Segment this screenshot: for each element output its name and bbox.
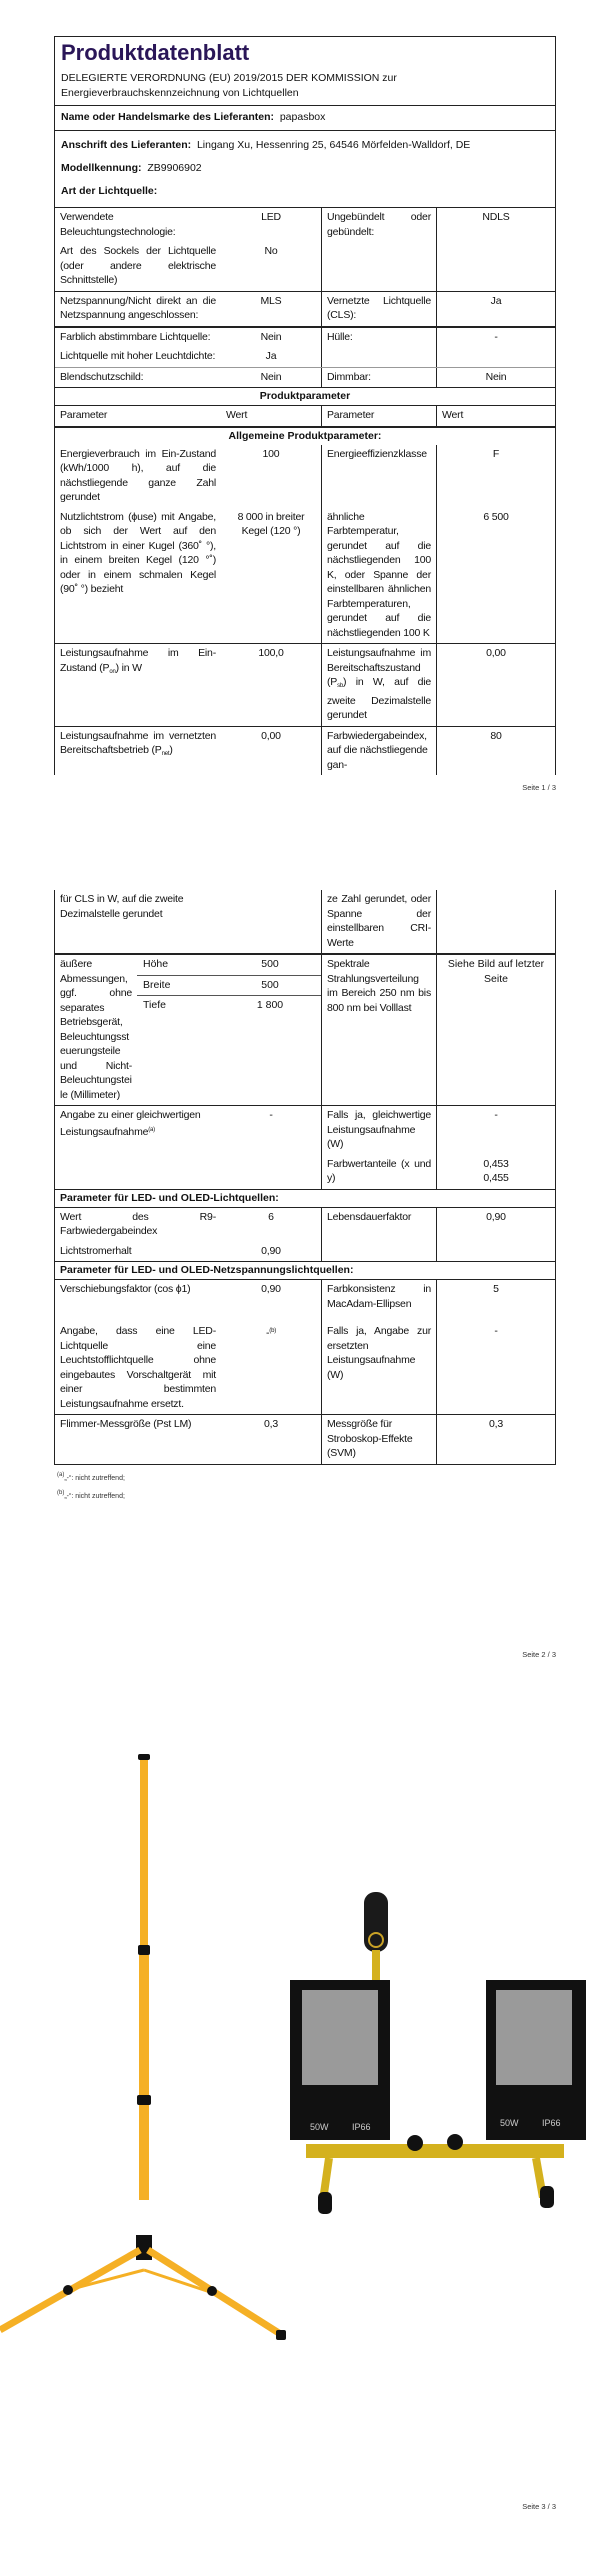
supplier-details (55, 131, 555, 208)
section-title: Parameter für LED- und OLED-Lichtquellen: (55, 1190, 555, 1208)
table-row (55, 328, 555, 368)
table-row (55, 1415, 555, 1465)
column-header: Wert (221, 406, 322, 426)
text: ) in W, auf die zweite Dezimalstelle gerundet (327, 676, 431, 721)
value: papasbox (279, 111, 326, 123)
pnet-value: 0,00 (221, 727, 322, 776)
svm-value: 0,3 (489, 1418, 503, 1430)
life-label: Lebensdauerfaktor (322, 1208, 437, 1242)
lm-label: Lichtstromerhalt (60, 1244, 132, 1257)
text: Leistungsaufnahme im Ein-Zustand (P (60, 647, 216, 674)
column-header: Wert (442, 409, 464, 421)
supplier-name (55, 106, 555, 131)
empty-cell (437, 1242, 555, 1262)
model-id (61, 157, 549, 180)
energy-label: Energieverbrauch im Ein-Zustand (kWh/1000 h), auf die nächstliegende ganze Zahl gerundet (60, 447, 216, 503)
dim-depth-label: Tiefe (143, 999, 166, 1011)
page-2 (0, 890, 603, 1501)
r9-value: 6 (221, 1208, 322, 1242)
flux-value: 8 000 in breiter Kegel (120 °) (221, 508, 322, 644)
dim-height-label: Höhe (143, 958, 169, 970)
tripod-stand (0, 1754, 286, 2340)
table-row (55, 1280, 555, 1415)
tunable-label: Farblich abstimmbare Lichtquelle: (60, 330, 211, 343)
dim-row (137, 996, 321, 1016)
subscript: net (161, 751, 170, 757)
cri-label: Farbwiedergabeindex, auf die nächstliegende gan- (322, 727, 437, 776)
empty-cell (437, 242, 555, 291)
socket-value: No (221, 242, 322, 291)
svm-label: Messgröße für Stroboskop-Effekte (SVM) (322, 1415, 437, 1464)
empty-cell (322, 242, 437, 291)
dimmable-value: Nein (485, 370, 507, 383)
table-row (55, 890, 555, 955)
dim-width-label: Breite (143, 978, 171, 991)
cct-label: ähnliche Farbtemperatur, gerundet auf die nächstliegenden 100 K, oder Spanne der einstellbaren ähnlichen Farbtemperaturen, gerundet auf die nächstliegenden 100 K (322, 508, 437, 644)
footnote-mark: (b) (57, 1489, 65, 1496)
page1-frame (54, 36, 556, 775)
label: Name oder Handelsmarke des Lieferanten: (61, 111, 274, 123)
empty-cell (322, 347, 437, 367)
tech-value: LED (221, 208, 322, 242)
page-number: Seite 1 / 3 (522, 783, 556, 792)
spd-label: Spektrale Strahlungsverteilung im Bereich 250 nm bis 800 nm bei Volllast (322, 955, 437, 1105)
cos-value: 0,90 (221, 1280, 322, 1314)
lm-value: 0,90 (221, 1242, 322, 1262)
page-title: Produktdatenblatt (61, 40, 250, 65)
page-1 (0, 0, 603, 890)
value: Lingang Xu, Hessenring 25, 64546 Mörfelden-Walldorf, DE (196, 139, 471, 151)
cri-label-continued: ze Zahl gerundet, oder Spanne der einstellbaren CRI-Werte (322, 890, 437, 953)
chroma-y: 0,455 (483, 1172, 509, 1184)
lightsource-type-label: Art der Lichtquelle: (61, 185, 158, 197)
flicker-label: Flimmer-Messgröße (Pst LM) (60, 1418, 192, 1430)
highlum-value: Ja (221, 347, 322, 367)
dimensions-table (137, 955, 321, 1105)
antiglare-label: Blendschutzschild: (60, 370, 144, 383)
replace-label: Angabe, dass eine LED-Lichtquelle eine Leuchtstofflichtquelle ohne eingebautes Vorschaltgerät mit einer bestimmten Leistungsaufnahme ersetzt. (60, 1325, 216, 1410)
dimensions-label: äußere Abmessungen, ggf. ohne separates Betriebsgerät, Beleuchtungssteuerungsteile und Nicht-Beleuchtungsteile (Millimeter) (60, 958, 132, 1101)
highlum-label: Lichtquelle mit hoher Leuchtdichte: (60, 350, 216, 362)
text: Leistungsaufnahme im vernetzten Bereitschaftsbetrieb (P (60, 729, 216, 756)
footnote-mark: (b) (269, 1328, 277, 1334)
pnet-label-continued: für CLS in W, auf die zweite Dezimalstelle gerundet (60, 893, 184, 920)
footnote (57, 1471, 603, 1483)
table-row (55, 445, 555, 645)
chroma-value (437, 1155, 555, 1189)
text: Leistungsaufnahme im Bereitschaftszustand (P (327, 647, 431, 688)
class-label: Energieeffizienzklasse (322, 445, 437, 508)
document-header (55, 37, 555, 106)
psb-value: 0,00 (486, 647, 506, 659)
regulation-line: DELEGIERTE VERORDNUNG (EU) 2019/2015 DER KOMMISSION zur (61, 72, 397, 84)
dim-row (137, 955, 321, 976)
text: Angabe zu einer gleichwertigen Leistungsaufnahme (60, 1109, 201, 1138)
panel-label: 50W (310, 2122, 329, 2132)
flux-label: Nutzlichtstrom (ϕuse) mit Angabe, ob sich der Wert auf den Lichtstrom in einer Kugel (360˚ °), in einem breiten Kegel (120 °˚) oder in einem schmalen Kegel (90˚ °) bezieht (60, 510, 216, 595)
table-header-row (55, 406, 555, 428)
cri-value: 80 (490, 729, 502, 742)
replace-w-value: - (494, 1325, 498, 1337)
mains-value: MLS (221, 292, 322, 326)
subscript: on (109, 668, 116, 675)
class-value: F (492, 447, 500, 460)
empty-cell (55, 1155, 221, 1189)
antiglare-value: Nein (221, 368, 322, 388)
page-number: Seite 2 / 3 (522, 1650, 556, 1659)
directional-value: NDLS (482, 211, 510, 223)
empty-cell (437, 347, 555, 367)
directional-label: Ungebündelt oder gebündelt: (322, 208, 437, 242)
psb-label (322, 644, 437, 726)
section-title: Allgemeine Produktparameter: (228, 429, 382, 442)
product-image (0, 1740, 603, 2360)
empty-cell (437, 890, 555, 953)
label: Anschrift des Lieferanten: (61, 139, 192, 151)
subscript: sb (337, 683, 344, 689)
table-row (55, 292, 555, 328)
section-title: Produktparameter (55, 388, 555, 406)
energy-value: 100 (221, 445, 322, 508)
floodlight-stand (290, 1892, 586, 2214)
socket-label: Art des Sockels der Lichtquelle (oder andere elektrische Schnittstelle) (60, 245, 216, 286)
panel-label: IP66 (542, 2118, 561, 2128)
table-row (55, 644, 555, 727)
cls-label: Vernetzte Lichtquelle (CLS): (322, 292, 437, 326)
macadam-label: Farbkonsistenz in MacAdam-Ellipsen (322, 1280, 437, 1314)
panel-label: 50W (500, 2118, 519, 2128)
empty-cell (221, 890, 322, 953)
pon-value: 100,0 (221, 644, 322, 726)
value: - (265, 1327, 270, 1339)
label: Modellkennung: (61, 162, 142, 174)
dimmable-label: Dimmbar: (322, 368, 437, 388)
empty-cell (322, 1242, 437, 1262)
dim-height-value: 500 (261, 958, 279, 970)
table-row (55, 1106, 555, 1190)
empty-cell (221, 1155, 322, 1189)
equiv-w-value: - (494, 1109, 498, 1121)
dim-depth-value: 1 800 (256, 999, 284, 1011)
pnet-label (55, 727, 221, 776)
footnote-mark: (a) (148, 1126, 155, 1133)
equiv-value: - (221, 1106, 322, 1155)
mains-label: Netzspannung/Nicht direkt an die Netzspannung angeschlossen: (60, 294, 216, 321)
macadam-value: 5 (493, 1283, 499, 1295)
table-row (55, 208, 555, 292)
footnote (57, 1489, 603, 1501)
cos-label: Verschiebungsfaktor (cos ϕ1) (60, 1283, 191, 1295)
section-title: Parameter für LED- und OLED-Netzspannungslichtquellen: (55, 1262, 555, 1280)
footnote-text: „-“: nicht zutreffend; (64, 1492, 125, 1500)
supplier-address (61, 134, 549, 157)
life-value: 0,90 (486, 1210, 506, 1223)
envelope-value: - (494, 330, 498, 343)
equiv-w-label: Falls ja, gleichwertige Leistungsaufnahme (W) (322, 1106, 437, 1155)
panel-label: IP66 (352, 2122, 371, 2132)
value: ZB9906902 (147, 162, 202, 174)
text: ) in W (115, 661, 142, 674)
tech-label: Verwendete Beleuchtungstechnologie: (60, 211, 176, 238)
dim-width-value: 500 (261, 978, 279, 991)
replace-value (221, 1314, 322, 1414)
text: ) (169, 744, 173, 756)
page2-frame (54, 890, 556, 1465)
equiv-label (55, 1106, 221, 1155)
envelope-label: Hülle: (322, 328, 437, 348)
table-row (55, 368, 555, 389)
pon-label (55, 644, 221, 726)
table-row (55, 955, 555, 1106)
cct-value: 6 500 (483, 510, 509, 523)
table-row (55, 727, 555, 776)
dimensions-cell (55, 955, 322, 1105)
column-header: Parameter (60, 409, 108, 421)
spd-value: Siehe Bild auf letzter Seite (447, 958, 545, 985)
tunable-value: Nein (221, 328, 322, 348)
flicker-value: 0,3 (221, 1415, 322, 1464)
regulation-line: Energieverbrauchskennzeichnung von Lichtquellen (61, 87, 299, 99)
r9-label: Wert des R9-Farbwiedergabeindex (60, 1210, 216, 1237)
cls-value: Ja (490, 294, 502, 307)
footnote-mark: (a) (57, 1471, 65, 1478)
table-row (55, 1208, 555, 1263)
chroma-label: Farbwertanteile (x und y) (322, 1155, 437, 1189)
column-header: Parameter (322, 406, 437, 426)
page-number: Seite 3 / 3 (522, 2502, 556, 2511)
replace-w-label: Falls ja, Angabe zur ersetzten Leistungsaufnahme (W) (322, 1314, 437, 1414)
footnote-text: „-“: nicht zutreffend; (64, 1474, 125, 1482)
dim-row (137, 976, 321, 997)
chroma-x: 0,453 (483, 1157, 509, 1170)
